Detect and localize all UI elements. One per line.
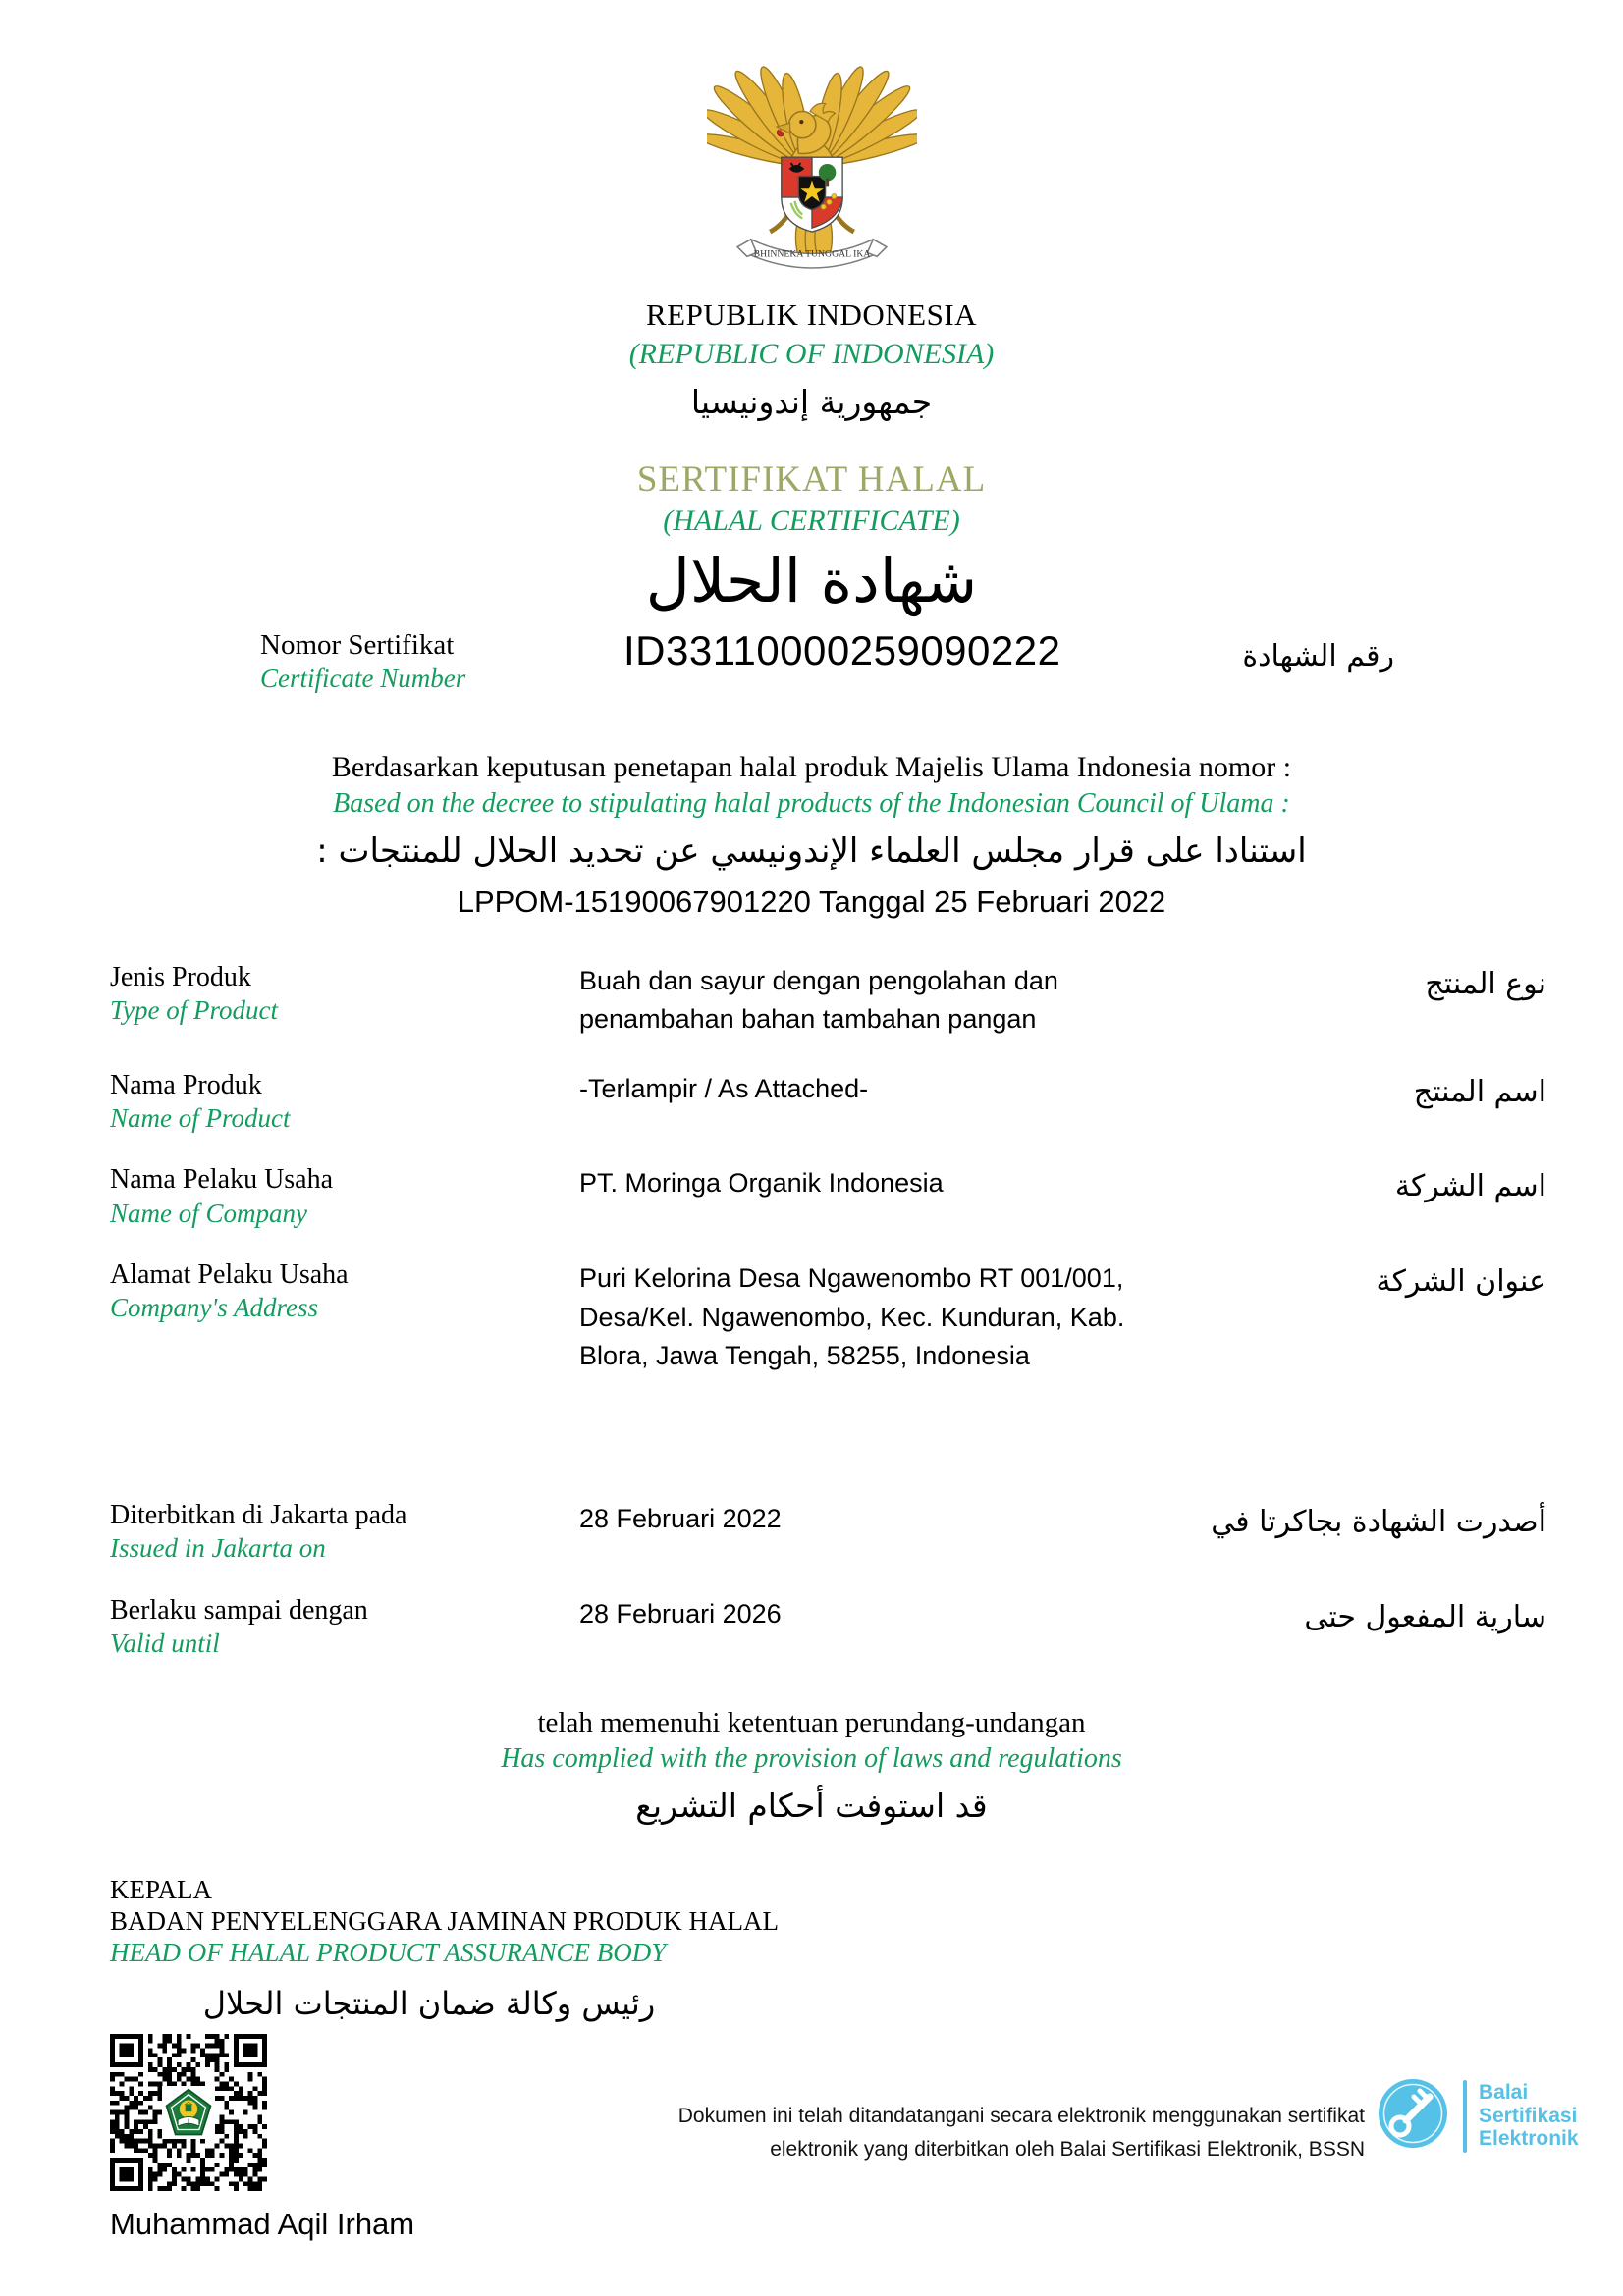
field-value: Puri Kelorina Desa Ngawenombo RT 001/001, Desa/Kel. Ngawenombo, Kec. Kunduran, Kab. Blora, Jawa Tengah, 58255, Indonesia	[579, 1263, 1125, 1370]
field-label-id: Diterbitkan di Jakarta pada	[110, 1499, 407, 1530]
field-label	[110, 1594, 579, 1660]
bse-logo	[1377, 2077, 1579, 2155]
field-row-product-type	[0, 961, 1623, 1039]
certificate-title-id: SERTIFIKAT HALAL	[636, 459, 987, 500]
field-label	[110, 961, 579, 1027]
field-row-issued-date	[0, 1499, 1623, 1565]
field-row-valid-until	[0, 1594, 1623, 1660]
field-row-company-address	[0, 1258, 1623, 1374]
field-label-en: Issued in Jakarta on	[110, 1532, 326, 1563]
decree-block	[0, 751, 1623, 920]
kemenag-logo-icon	[162, 2086, 215, 2139]
disclaimer-line1: Dokumen ini telah ditandatangani secara elektronik menggunakan sertifikat	[677, 2105, 1365, 2127]
field-label-id: Nama Produk	[110, 1069, 262, 1100]
bse-text-line1: Balai	[1479, 2081, 1529, 2105]
compliance-block	[0, 1707, 1623, 1825]
certificate-number-label-ar: رقم الشهادة	[1242, 639, 1394, 674]
decree-reference: LPPOM-15190067901220 Tanggal 25 Februari 2022	[457, 884, 1166, 920]
field-label-ar: سارية المفعول حتى	[1304, 1599, 1546, 1634]
certificate-number-row	[0, 615, 1623, 694]
certificate-number-label-en: Certificate Number	[260, 664, 466, 694]
field-label-en: Company's Address	[110, 1293, 319, 1323]
field-value: 28 Februari 2026	[579, 1598, 782, 1629]
signatory-title-line1: KEPALA	[110, 1874, 213, 1904]
field-label-ar: نوع المنتج	[1425, 967, 1546, 1002]
field-value: PT. Moringa Organik Indonesia	[579, 1168, 944, 1199]
bse-text-line2: Sertifikasi	[1479, 2104, 1578, 2127]
field-label-ar: أصدرت الشهادة بجاكرتا في	[1211, 1504, 1546, 1539]
signatory-title-line2: BADAN PENYELENGGARA JAMINAN PRODUK HALAL	[110, 1905, 779, 1936]
bse-logo-divider	[1463, 2080, 1467, 2153]
disclaimer-line2: elektronik yang diterbitkan oleh Balai Sertifikasi Elektronik, BSSN	[770, 2137, 1365, 2161]
field-label	[110, 1163, 579, 1229]
emblem-motto: BHINNEKA TUNGGAL IKA	[753, 248, 870, 260]
field-value: Buah dan sayur dengan pengolahan dan penambahan bahan tambahan pangan	[579, 966, 1058, 1035]
decree-line-id: Berdasarkan keputusan penetapan halal produk Majelis Ulama Indonesia nomor :	[331, 751, 1292, 784]
field-row-product-name	[0, 1069, 1623, 1135]
field-label-id: Berlaku sampai dengan	[110, 1594, 368, 1626]
certificate-title-en: (HALAL CERTIFICATE)	[663, 505, 960, 537]
signatory-name: Muhammad Aqil Irham	[110, 2206, 415, 2241]
field-value: -Terlampir / As Attached-	[579, 1073, 869, 1103]
country-name-en: (REPUBLIC OF INDONESIA)	[628, 338, 995, 370]
fields-section	[0, 961, 1623, 1659]
electronic-signature-disclaimer	[678, 2100, 1365, 2165]
field-label-en: Type of Product	[110, 995, 278, 1026]
field-label-ar: اسم المنتج	[1413, 1074, 1546, 1109]
field-value: 28 Februari 2022	[579, 1503, 782, 1533]
key-icon	[1377, 2077, 1449, 2155]
qr-code	[110, 2034, 267, 2191]
compliance-line-ar: قد استوفت أحكام التشريع	[635, 1786, 988, 1825]
country-name-id: REPUBLIK INDONESIA	[645, 297, 978, 332]
bse-text-line3: Elektronik	[1479, 2127, 1579, 2151]
field-label-en: Name of Company	[110, 1198, 307, 1228]
field-label-id: Nama Pelaku Usaha	[110, 1164, 334, 1196]
field-label-id: Jenis Produk	[110, 962, 251, 993]
field-label-en: Name of Product	[110, 1102, 291, 1133]
certificate-number-value: ID33110000259090222	[623, 627, 1061, 674]
compliance-line-en: Has complied with the provision of laws and regulations	[501, 1742, 1122, 1774]
header	[0, 0, 1623, 615]
spacer	[0, 1405, 1623, 1499]
field-label-en: Valid until	[110, 1628, 220, 1658]
signatory-title-en: HEAD OF HALAL PRODUCT ASSURANCE BODY	[110, 1938, 667, 1968]
field-label-id: Alamat Pelaku Usaha	[110, 1259, 349, 1291]
field-label	[110, 1258, 579, 1324]
certificate-number-label-id: Nomor Sertifikat	[260, 629, 455, 662]
country-name-ar: جمهورية إندونيسيا	[690, 383, 933, 421]
field-label	[110, 1069, 579, 1135]
field-label-ar: عنوان الشركة	[1376, 1264, 1546, 1300]
compliance-line-id: telah memenuhi ketentuan perundang-undangan	[537, 1706, 1086, 1738]
certificate-title-ar: شهادة الحلال	[645, 545, 978, 616]
field-row-company-name	[0, 1163, 1623, 1229]
bse-logo-text	[1479, 2081, 1579, 2151]
garuda-pancasila-emblem	[707, 248, 917, 281]
decree-line-ar: استنادا على قرار مجلس العلماء الإندونيسي عن تحديد الحلال للمنتجات :	[316, 831, 1307, 872]
signatory-title-ar: رئيس وكالة ضمان المنتجات الحلال	[202, 1984, 656, 2022]
field-label	[110, 1499, 579, 1565]
certificate-number-label	[260, 629, 623, 694]
field-label-ar: اسم الشركة	[1394, 1169, 1546, 1204]
decree-line-en: Based on the decree to stipulating halal products of the Indonesian Council of Ulama :	[333, 788, 1290, 820]
signatory-block	[0, 1874, 1623, 2242]
